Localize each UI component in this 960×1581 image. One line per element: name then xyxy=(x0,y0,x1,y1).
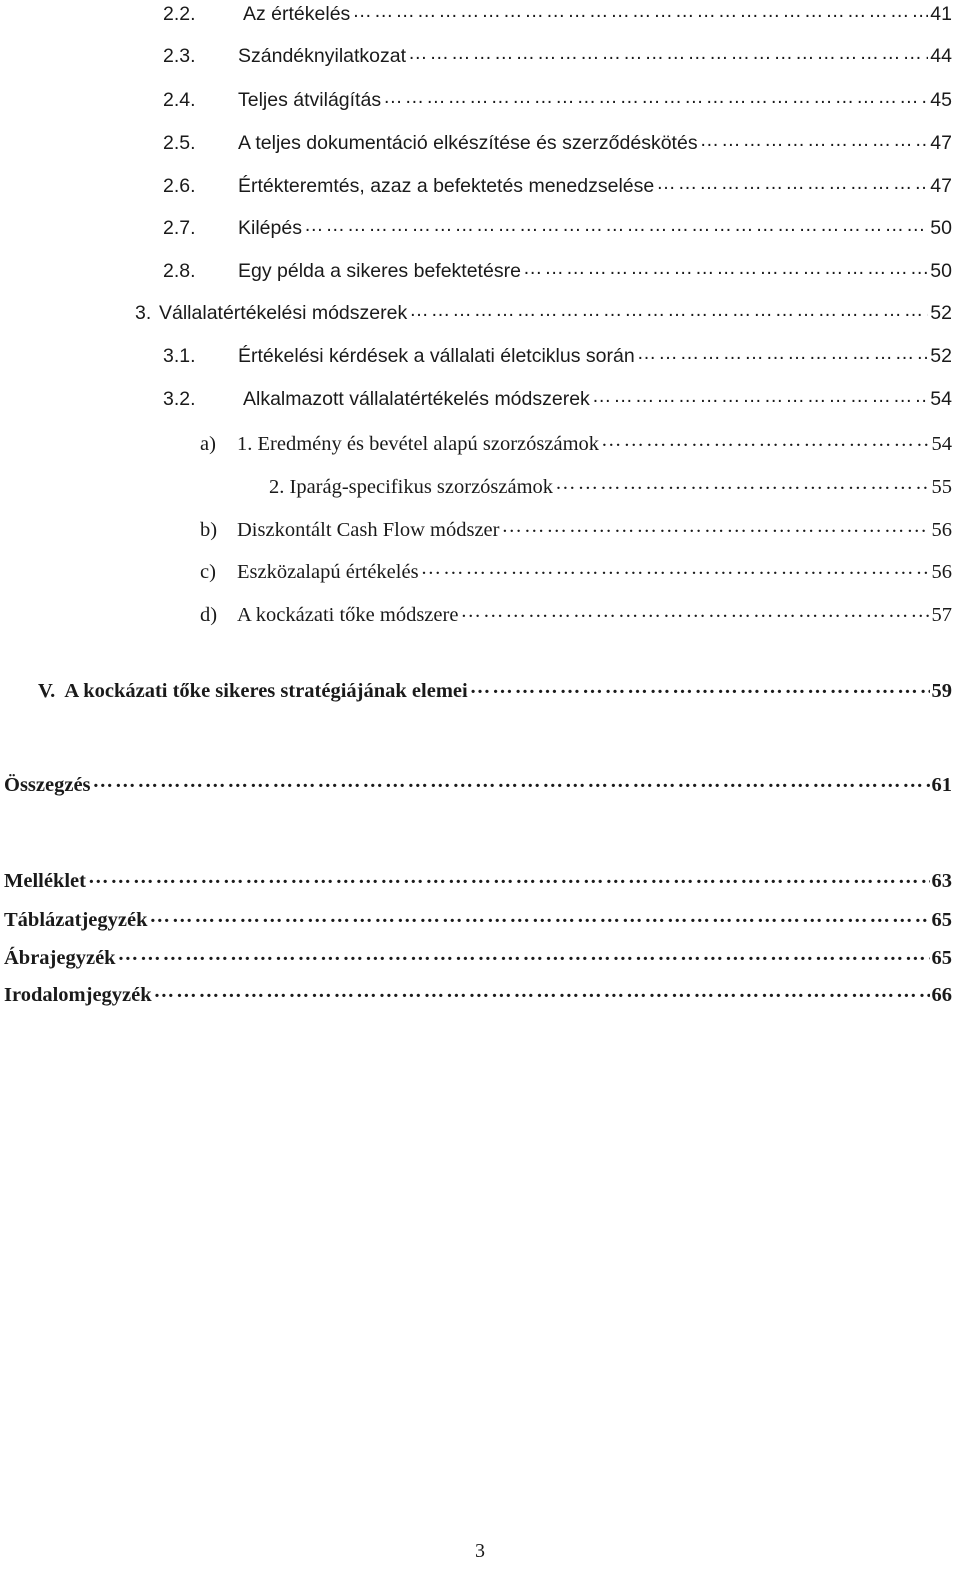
toc-entry-number: 3.1. xyxy=(163,344,196,367)
toc-leader-dots xyxy=(154,980,930,1001)
toc-leader-dots xyxy=(601,429,929,450)
toc-entry-title: Összegzés xyxy=(4,773,91,796)
toc-leader-dots xyxy=(352,0,928,20)
toc-entry-title: Melléklet xyxy=(4,869,86,892)
toc-entry-number: 3. xyxy=(135,301,152,324)
toc-entry-page: 56 xyxy=(931,560,952,583)
toc-entry-number: 2.3. xyxy=(163,44,196,67)
toc-entry-title: A teljes dokumentáció elkészítése és szerződéskötés xyxy=(238,131,698,154)
toc-leader-dots xyxy=(409,299,928,319)
toc-entry-page: 66 xyxy=(931,983,952,1006)
toc-entry-number: b) xyxy=(200,518,218,541)
toc-entry-page: 44 xyxy=(930,44,952,67)
toc-entry-number: 2.8. xyxy=(163,259,196,282)
toc-chapter-entry[interactable] xyxy=(4,905,952,935)
toc-leader-dots xyxy=(656,172,928,192)
toc-entry-page: 65 xyxy=(931,946,952,969)
toc-entry-title: Diszkontált Cash Flow módszer xyxy=(237,518,500,541)
toc-entry[interactable] xyxy=(200,600,952,630)
toc-entry-page: 52 xyxy=(930,344,952,367)
toc-entry-title: Kilépés xyxy=(238,216,302,239)
toc-entry-title: V. A kockázati tőke sikeres stratégiájának elemei xyxy=(38,679,468,702)
toc-entry-page: 41 xyxy=(930,2,952,25)
toc-chapter-entry[interactable] xyxy=(4,866,952,896)
toc-entry-page: 50 xyxy=(930,259,952,282)
toc-entry-number: 2.5. xyxy=(163,131,196,154)
toc-leader-dots xyxy=(502,515,930,536)
toc-entry[interactable] xyxy=(200,557,952,587)
toc-leader-dots xyxy=(700,129,929,149)
toc-entry-page: 61 xyxy=(931,773,952,796)
toc-entry-number: 3.2. xyxy=(163,387,196,410)
toc-chapter-entry[interactable] xyxy=(4,980,952,1010)
toc-entry[interactable] xyxy=(200,429,952,459)
toc-entry-page: 54 xyxy=(931,432,952,455)
toc-leader-dots xyxy=(88,866,930,887)
toc-leader-dots xyxy=(460,600,929,621)
toc-entry-page: 47 xyxy=(930,174,952,197)
toc-entry[interactable] xyxy=(200,472,952,502)
toc-entry-title: Irodalomjegyzék xyxy=(4,983,152,1006)
toc-entry[interactable] xyxy=(163,42,952,72)
toc-entry-page: 59 xyxy=(931,679,952,702)
toc-entry-page: 56 xyxy=(931,518,952,541)
toc-entry-page: 54 xyxy=(930,387,952,410)
toc-entry-number: 2.6. xyxy=(163,174,196,197)
toc-leader-dots xyxy=(149,905,929,926)
toc-entry-title: Értékteremtés, azaz a befektetés menedzselése xyxy=(238,174,655,197)
toc-entry[interactable] xyxy=(135,299,952,329)
toc-entry-page: 65 xyxy=(931,908,952,931)
toc-entry-page: 52 xyxy=(930,301,952,324)
toc-entry-title: Eszközalapú értékelés xyxy=(237,560,419,583)
toc-entry-title: Szándéknyilatkozat xyxy=(238,44,407,67)
toc-leader-dots xyxy=(637,342,929,362)
toc-leader-dots xyxy=(555,472,929,493)
toc-entry-title: 1. Eredmény és bevétel alapú szorzószámok xyxy=(237,432,600,455)
toc-entry[interactable] xyxy=(163,257,952,287)
toc-entry-title: Ábrajegyzék xyxy=(4,946,116,969)
toc-chapter-entry[interactable] xyxy=(4,770,952,800)
toc-entry-page: 63 xyxy=(931,869,952,892)
toc-entry-title: Vállalatértékelési módszerek xyxy=(159,301,408,324)
toc-entry[interactable] xyxy=(163,385,952,415)
toc-entry-page: 47 xyxy=(930,131,952,154)
toc-leader-dots xyxy=(408,42,928,62)
toc-entry-title: Alkalmazott vállalatértékelés módszerek xyxy=(243,387,590,410)
toc-leader-dots xyxy=(93,770,930,791)
toc-entry-page: 50 xyxy=(930,216,952,239)
toc-entry-number: 2.2. xyxy=(163,2,196,25)
toc-entry-title: Értékelési kérdések a vállalati életciklus során xyxy=(238,344,635,367)
toc-entry-number: a) xyxy=(200,432,216,455)
toc-entry[interactable] xyxy=(163,214,952,244)
toc-leader-dots xyxy=(383,86,928,106)
toc-entry-page: 57 xyxy=(931,603,952,626)
toc-entry-title: A kockázati tőke módszere xyxy=(237,603,459,626)
toc-entry-number: 2.4. xyxy=(163,88,196,111)
toc-entry[interactable] xyxy=(163,0,952,30)
toc-entry-title: Az értékelés xyxy=(243,2,351,25)
toc-entry-number: c) xyxy=(200,560,216,583)
toc-entry-number: 2.7. xyxy=(163,216,196,239)
toc-entry-page: 45 xyxy=(930,88,952,111)
toc-entry[interactable] xyxy=(163,172,952,202)
toc-entry-title: Egy példa a sikeres befektetésre xyxy=(238,259,521,282)
toc-entry-title: Táblázatjegyzék xyxy=(4,908,148,931)
toc-chapter-entry[interactable] xyxy=(4,943,952,973)
toc-entry[interactable] xyxy=(163,129,952,159)
toc-leader-dots xyxy=(118,943,930,964)
toc-chapter-entry[interactable] xyxy=(38,676,952,706)
toc-entry-page: 55 xyxy=(931,475,952,498)
page-number: 3 xyxy=(475,1540,485,1562)
toc-leader-dots xyxy=(421,557,930,578)
toc-leader-dots xyxy=(470,676,930,697)
toc-entry[interactable] xyxy=(163,342,952,372)
toc-entry[interactable] xyxy=(163,86,952,116)
toc-entry-title: 2. Iparág-specifikus szorzószámok xyxy=(269,475,554,498)
toc-entry-number: d) xyxy=(200,603,218,626)
toc-leader-dots xyxy=(592,385,928,405)
toc-leader-dots xyxy=(523,257,928,277)
toc-entry[interactable] xyxy=(200,515,952,545)
toc-entry-title: Teljes átvilágítás xyxy=(238,88,382,111)
toc-leader-dots xyxy=(304,214,928,234)
